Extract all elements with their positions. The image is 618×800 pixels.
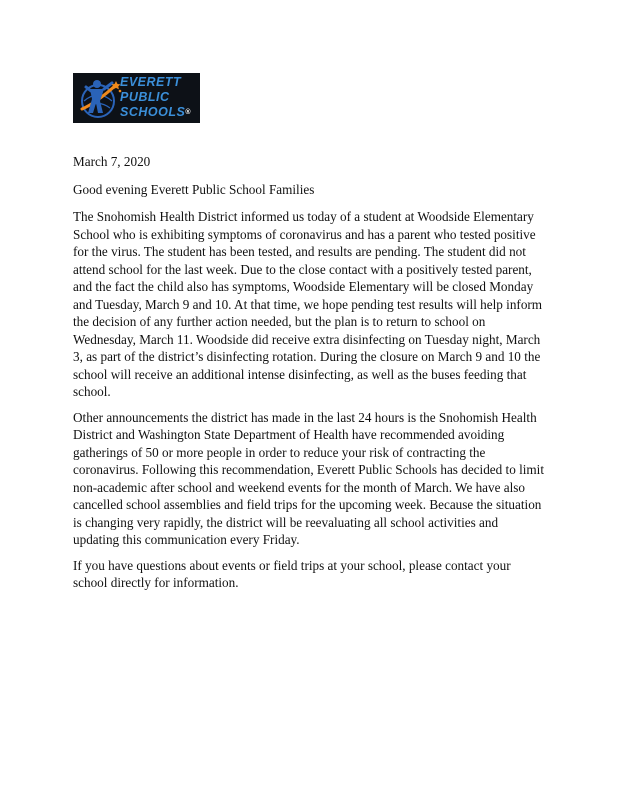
logo-line-2: PUBLIC — [120, 90, 170, 104]
registered-mark: ® — [185, 109, 191, 116]
letter-paragraph-1: The Snohomish Health District informed us today of a student at Woodside Elementary School who is exhibiting symptoms of coronavirus and has a parent who tested positive for the virus. The student has been tested, and results are pending. The student did not attend school for the last week. Due to the close contact with a positively tested parent, and the fact the child also has symptoms, Woodside Elementary will be closed Monday and Tuesday, March 9 and 10. At that time, we hope pending test results will help inform the decision of any further action needed, but the plan is to return to school on Wednesday, March 11. Woodside did receive extra disinfecting on Tuesday night, March 3, as part of the district’s disinfecting rotation. During the closure on March 9 and 10 the school will receive an additional intense disinfecting, as well as the buses feeding that school. — [73, 209, 543, 399]
district-logo — [73, 73, 200, 123]
letter-paragraph-3: If you have questions about events or field trips at your school, please contact your school directly for information. — [73, 557, 511, 590]
letter-date: March 7, 2020 — [73, 154, 151, 169]
letter-paragraph-2: Other announcements the district has made in the last 24 hours is the Snohomish Health District and Washington State Department of Health have recommended avoiding gatherings of 50 or more people in order to reduce your risk of contracting the coronavirus. Following this recommendation, Everett Public Schools has decided to limit non-academic after school and weekend events for the month of March. We have also cancelled school assemblies and field trips for the upcoming week. Because the situation is changing very rapidly, the district will be reevaluating all school activities and updating this communication every Friday. — [73, 409, 545, 547]
logo-wordmark — [120, 75, 200, 120]
district-logo-figure-icon — [76, 75, 126, 121]
letter-greeting: Good evening Everett Public School Families — [73, 181, 315, 197]
letter-body — [73, 153, 545, 600]
logo-line-3: SCHOOLS — [120, 105, 186, 119]
logo-line-1: EVERETT — [120, 75, 182, 89]
